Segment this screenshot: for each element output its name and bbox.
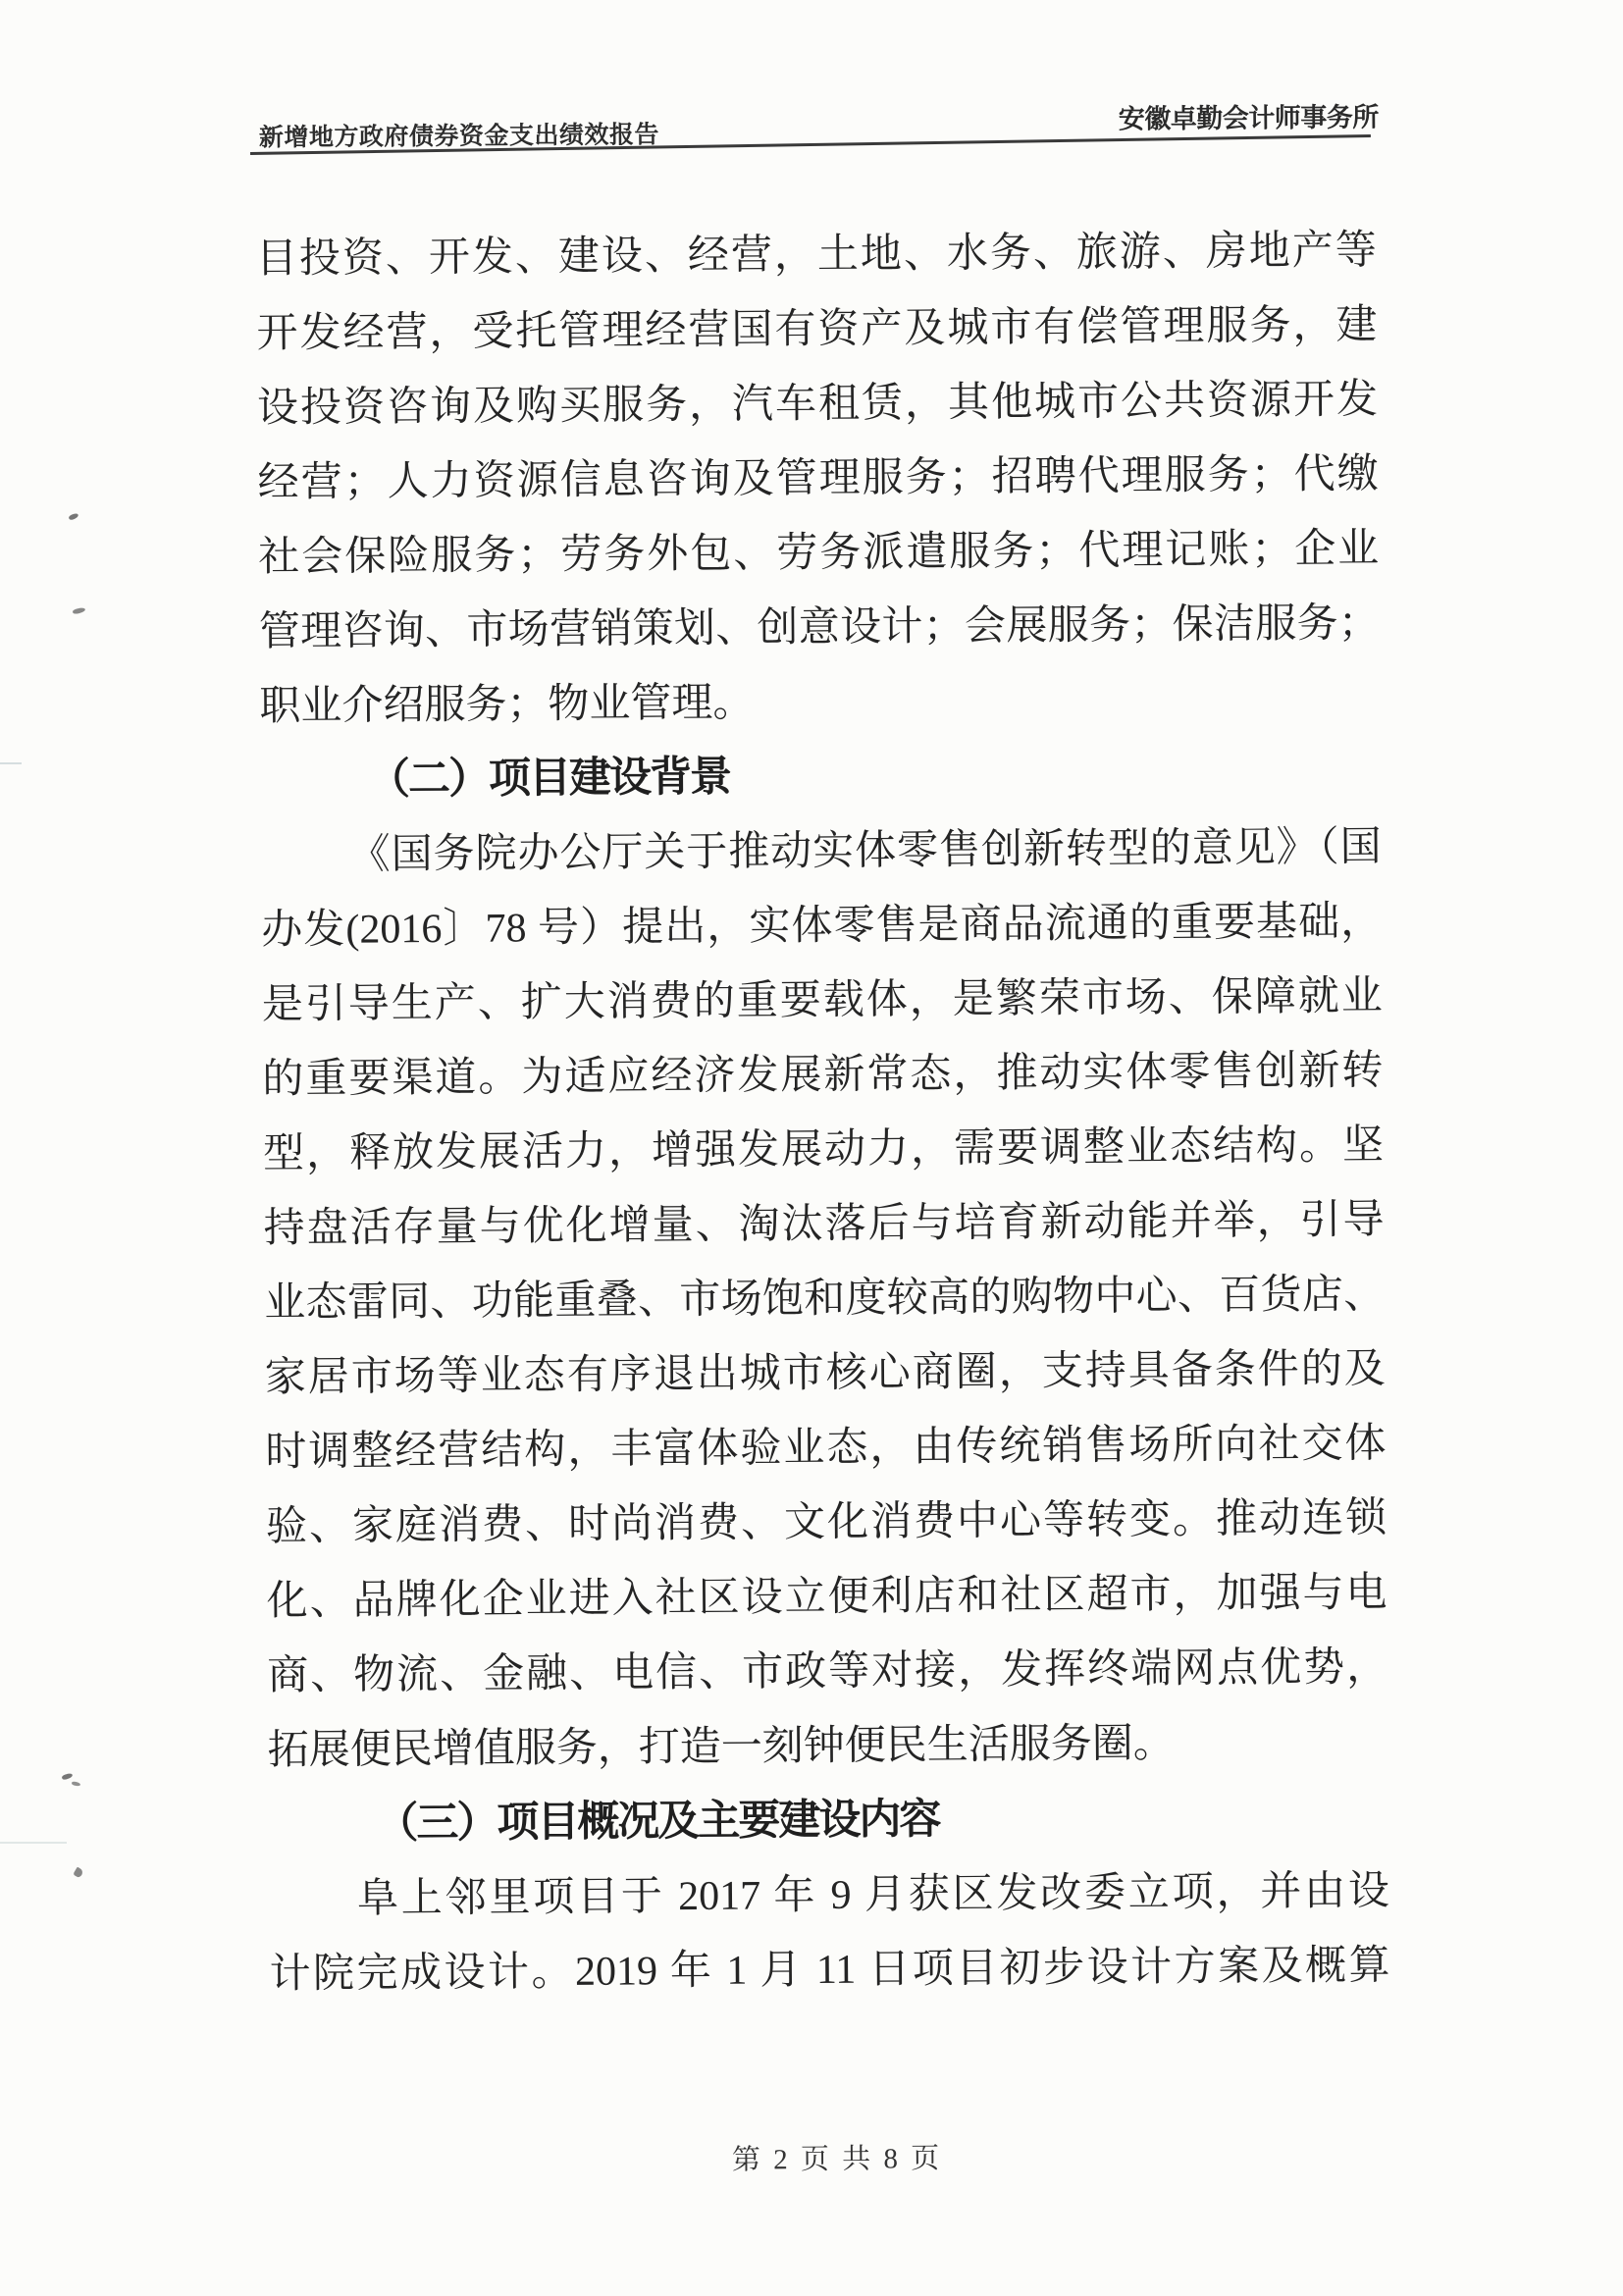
section-heading: （三）项目概况及主要建设内容: [376, 1796, 940, 1848]
text-line: 商、物流、金融、电信、市政等对接，发挥终端网点优势，: [267, 1644, 1388, 1699]
text-line: 目投资、开发、建设、经营，土地、水务、旅游、房地产等: [255, 228, 1378, 283]
scan-scratch: [0, 1842, 67, 1844]
text-line: 家居市场等业态有序退出城市核心商圈，支持具备条件的及: [264, 1346, 1386, 1401]
text-line: 办发(2016〕78 号）提出，实体零售是商品流通的重要基础，: [261, 899, 1383, 954]
document-body: [256, 213, 1390, 2011]
text-line: 计院完成设计。2019 年 1 月 11 日项目初步设计方案及概算: [269, 1943, 1390, 1998]
text-line: 社会保险服务；劳务外包、劳务派遣服务；代理记账；企业: [258, 526, 1380, 581]
text-line: 化、品牌化企业进入社区设立便利店和社区超市，加强与电: [266, 1570, 1387, 1625]
text-line: 设投资咨询及购买服务，汽车租赁，其他城市公共资源开发: [256, 377, 1379, 432]
text-line: 验、家庭消费、时尚消费、文化消费中心等转变。推动连锁: [265, 1495, 1387, 1550]
text-line: 型，释放发展活力，增强发展动力，需要调整业态结构。坚: [262, 1122, 1385, 1177]
text-line: 持盘活存量与优化增量、淘汰落后与培育新动能并举，引导: [263, 1197, 1385, 1252]
text-line: 经营；人力资源信息咨询及管理服务；招聘代理服务；代缴: [257, 451, 1379, 506]
text-line: 的重要渠道。为适应经济发展新常态，推动实体零售创新转: [262, 1048, 1384, 1103]
text-line: 是引导生产、扩大消费的重要载体，是繁荣市场、保障就业: [261, 973, 1383, 1028]
section-heading: （二）项目建设背景: [367, 754, 731, 804]
text-line: 开发经营，受托管理经营国有资产及城市有偿管理服务，建: [256, 302, 1378, 357]
page-number: 第 2 页 共 8 页: [731, 2142, 943, 2176]
header-report-title: 新增地方政府债券资金支出绩效报告: [258, 121, 660, 152]
text-line: 拓展便民增值服务，打造一刻钟便民生活服务圈。: [267, 1721, 1175, 1774]
scan-scratch: [0, 762, 22, 764]
text-line: 《国务院办公厅关于推动实体零售创新转型的意见》（国: [348, 824, 1382, 878]
text-line: 阜上邻里项目于 2017 年 9 月获区发改委立项，并由设: [356, 1868, 1390, 1922]
text-line: 业态雷同、功能重叠、市场饱和度较高的购物中心、百货店、: [264, 1272, 1386, 1327]
text-line: 职业介绍服务；物业管理。: [259, 680, 755, 730]
header-firm-name: 安徽卓勤会计师事务所: [1118, 102, 1379, 134]
text-line: 管理咨询、市场营销策划、创意设计；会展服务；保洁服务；: [258, 600, 1381, 655]
text-line: 时调整经营结构，丰富体验业态，由传统销售场所向社交体: [265, 1421, 1387, 1476]
